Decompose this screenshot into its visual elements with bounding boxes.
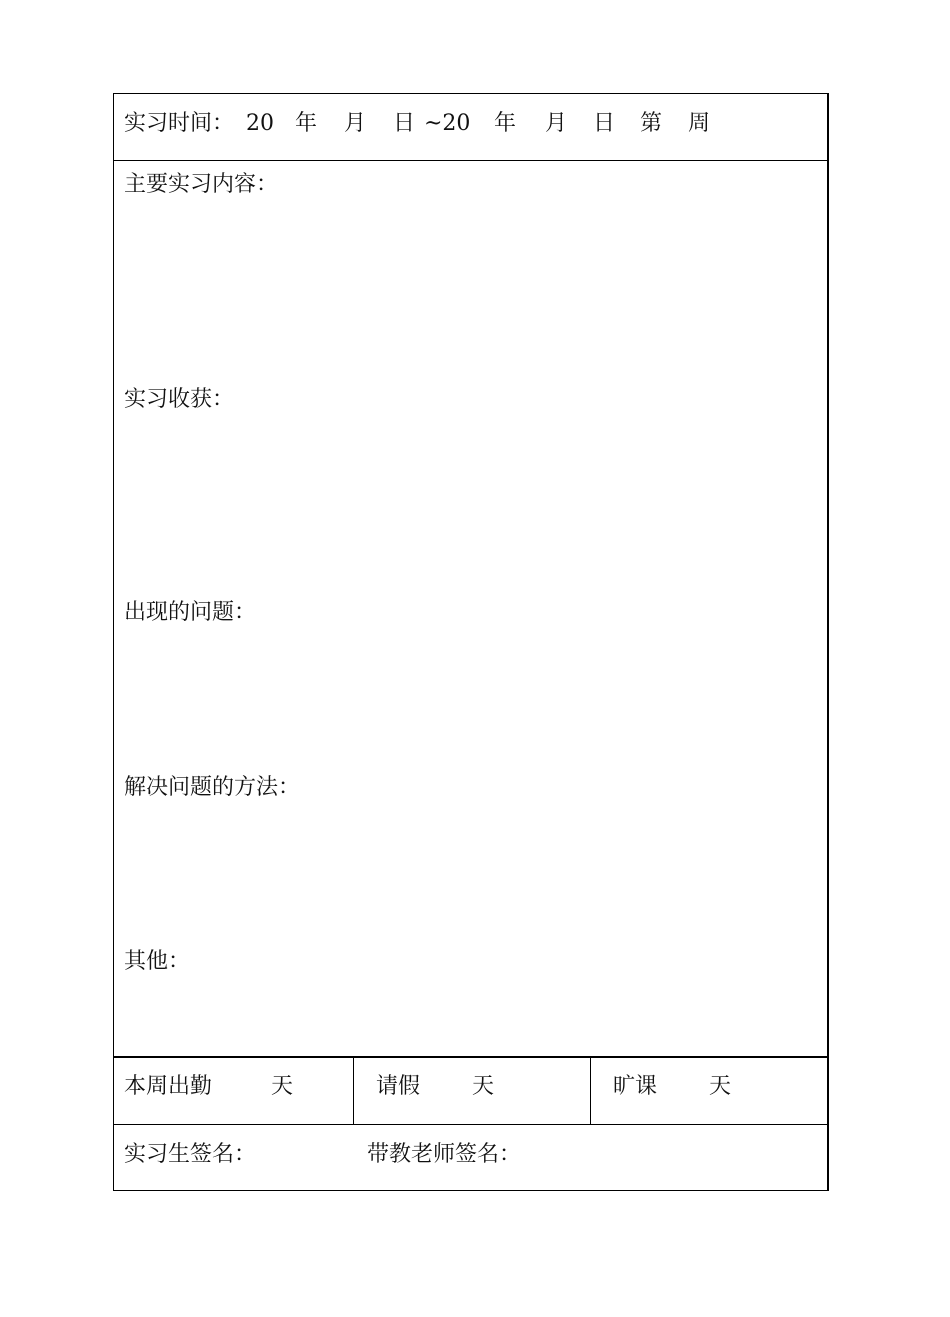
absent-label: 旷课 [613, 1074, 658, 1099]
present-label: 本周出勤 [124, 1074, 213, 1099]
present-unit: 天 [271, 1074, 294, 1099]
attendance-present-cell [114, 1058, 354, 1124]
start-year-prefix: 20 [246, 111, 274, 136]
attendance-leave-cell [354, 1058, 591, 1124]
start-year-unit: 年 [295, 111, 318, 136]
week-ordinal-prefix: 第 [640, 111, 663, 136]
leave-label: 请假 [376, 1074, 421, 1099]
start-day-unit: 日 [393, 111, 416, 136]
attendance-row [114, 1058, 827, 1125]
start-month-unit: 月 [344, 111, 367, 136]
leave-unit: 天 [472, 1074, 495, 1099]
student-signature-label: 实习生签名： [124, 1142, 257, 1167]
attendance-absent-cell [591, 1058, 827, 1124]
end-year-prefix: ~20 [424, 111, 471, 136]
internship-weekly-form [113, 93, 829, 1191]
end-year-unit: 年 [494, 111, 517, 136]
gains-label: 实习收获： [124, 387, 235, 412]
solutions-label: 解决问题的方法： [124, 775, 301, 800]
internship-content-area [114, 161, 827, 1058]
end-day-unit: 日 [593, 111, 616, 136]
internship-time-label: 实习时间： [124, 111, 235, 136]
main-content-label: 主要实习内容： [124, 172, 279, 197]
absent-unit: 天 [709, 1074, 732, 1099]
signature-row [114, 1125, 827, 1191]
end-month-unit: 月 [545, 111, 568, 136]
teacher-signature-label: 带教老师签名： [367, 1142, 522, 1167]
other-label: 其他： [124, 949, 191, 974]
internship-time-row [114, 94, 827, 161]
problems-label: 出现的问题： [124, 600, 257, 625]
week-unit: 周 [688, 111, 711, 136]
